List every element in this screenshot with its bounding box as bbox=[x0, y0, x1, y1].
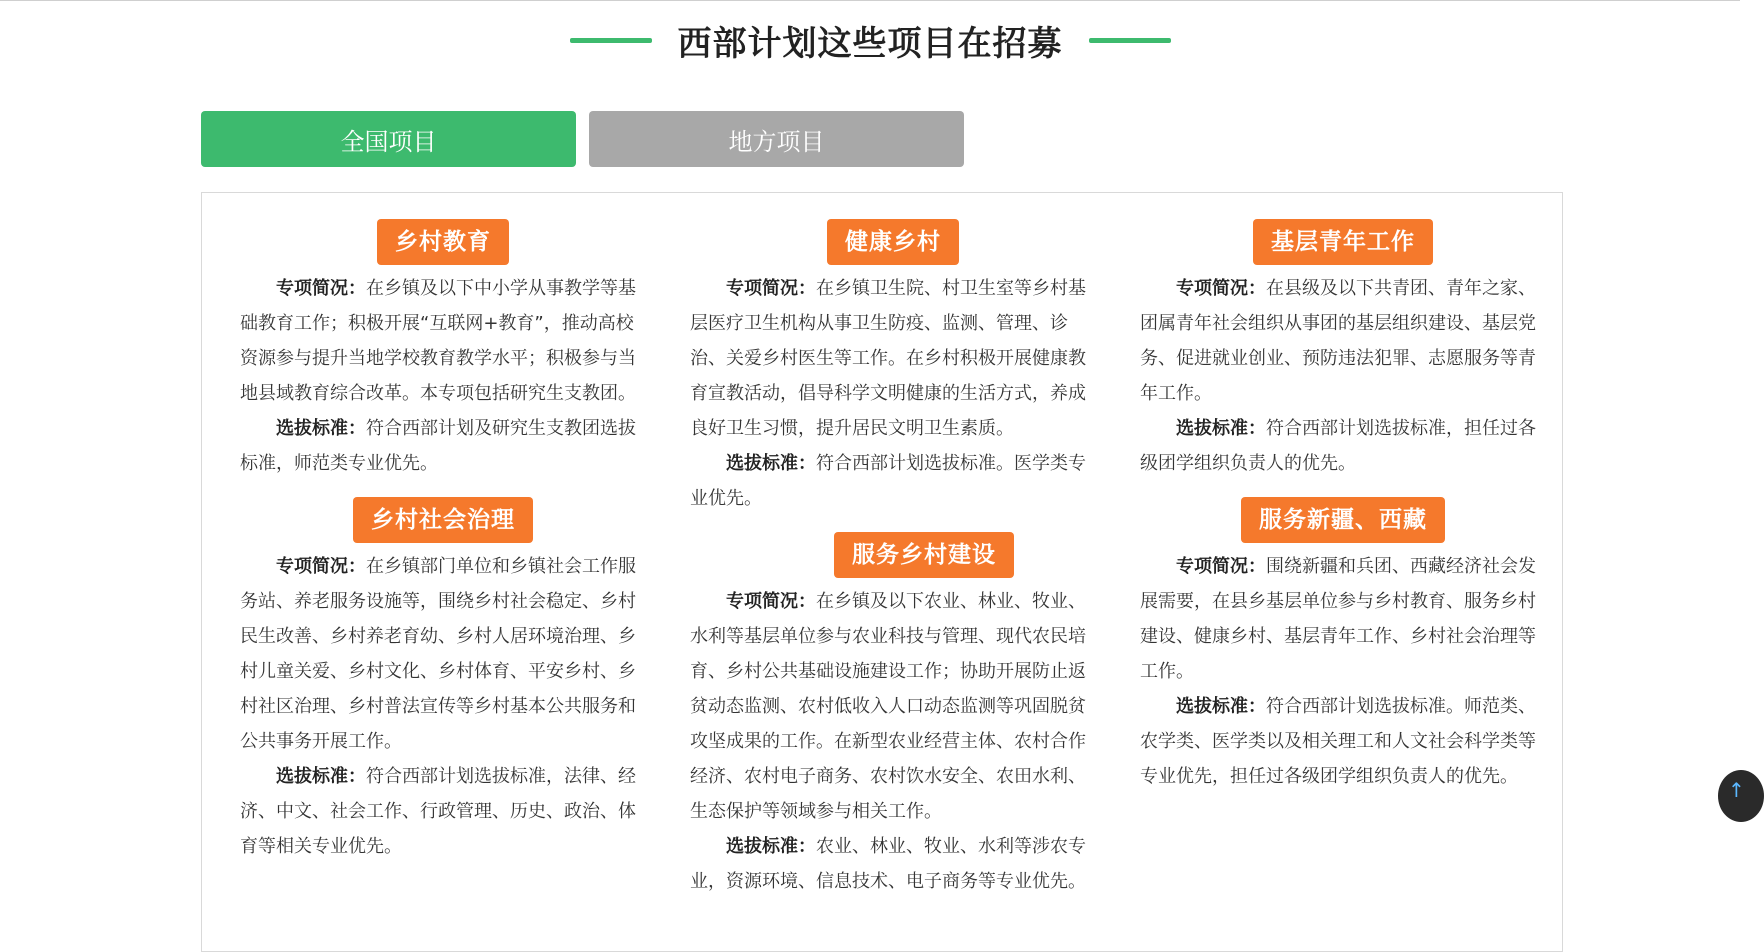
criteria-text: 符合西部计划选拔标准，法律、经济、中文、社会工作、行政管理、历史、政治、体育等相关专业优先。 bbox=[240, 766, 636, 857]
intro-label: 专项简况： bbox=[1176, 556, 1266, 577]
criteria-label: 选拔标准： bbox=[726, 836, 816, 857]
project-criteria bbox=[690, 829, 1096, 899]
tab-local-projects[interactable]: 地方项目 bbox=[589, 111, 964, 167]
intro-text: 在乡镇卫生院、村卫生室等乡村基层医疗卫生机构从事卫生防疫、监测、管理、诊治、关爱乡村医生等工作。在乡村积极开展健康教育宣教活动，倡导科学文明健康的生活方式，养成良好卫生习惯，提升居民文明卫生素质。 bbox=[690, 278, 1086, 439]
section-header bbox=[0, 14, 1740, 66]
criteria-label: 选拔标准： bbox=[1176, 696, 1266, 717]
project-column-2 bbox=[690, 219, 1096, 915]
project-intro bbox=[1140, 549, 1546, 689]
project-intro bbox=[240, 549, 646, 759]
criteria-text: 符合西部计划选拔标准。师范类、农学类、医学类以及相关理工和人文社会科学类等专业优先，担任过各级团学组织负责人的优先。 bbox=[1140, 696, 1536, 787]
intro-label: 专项简况： bbox=[726, 278, 816, 299]
title-decoration-right bbox=[1089, 38, 1171, 43]
criteria-text: 符合西部计划选拔标准，担任过各级团学组织负责人的优先。 bbox=[1140, 418, 1536, 474]
top-divider bbox=[0, 0, 1740, 1]
project-intro bbox=[1140, 271, 1546, 411]
project-criteria bbox=[240, 759, 646, 864]
intro-text: 在乡镇及以下中小学从事教学等基础教育工作；积极开展“互联网+教育”，推动高校资源参与提升当地学校教育教学水平；积极参与当地县域教育综合改革。本专项包括研究生支教团。 bbox=[240, 278, 636, 404]
criteria-label: 选拔标准： bbox=[276, 418, 366, 439]
intro-text: 围绕新疆和兵团、西藏经济社会发展需要，在县乡基层单位参与乡村教育、服务乡村建设、健康乡村、基层青年工作、乡村社会治理等工作。 bbox=[1140, 556, 1536, 682]
project-intro bbox=[690, 271, 1096, 446]
project-card-rural-construction bbox=[690, 532, 1096, 899]
project-title-badge: 基层青年工作 bbox=[1253, 219, 1433, 265]
scroll-top-icon: ↑ bbox=[1728, 778, 1745, 802]
project-column-1 bbox=[240, 219, 646, 880]
project-title-badge: 服务新疆、西藏 bbox=[1241, 497, 1445, 543]
project-card-healthy-village bbox=[690, 219, 1096, 516]
criteria-text: 符合西部计划及研究生支教团选拔标准，师范类专业优先。 bbox=[240, 418, 636, 474]
criteria-label: 选拔标准： bbox=[276, 766, 366, 787]
intro-label: 专项简况： bbox=[726, 591, 816, 612]
project-card-xinjiang-tibet bbox=[1140, 497, 1546, 794]
project-card-rural-governance bbox=[240, 497, 646, 864]
intro-text: 在乡镇部门单位和乡镇社会工作服务站、养老服务设施等，围绕乡村社会稳定、乡村民生改善、乡村养老育幼、乡村人居环境治理、乡村儿童关爱、乡村文化、乡村体育、平安乡村、乡村社区治理、乡村普法宣传等乡村基本公共服务和公共事务开展工作。 bbox=[240, 556, 636, 752]
intro-label: 专项简况： bbox=[1176, 278, 1266, 299]
project-title-badge: 乡村社会治理 bbox=[353, 497, 533, 543]
project-intro bbox=[240, 271, 646, 411]
intro-label: 专项简况： bbox=[276, 556, 366, 577]
criteria-label: 选拔标准： bbox=[726, 453, 816, 474]
project-title-badge: 服务乡村建设 bbox=[834, 532, 1014, 578]
projects-panel bbox=[201, 192, 1563, 952]
project-title-badge: 健康乡村 bbox=[827, 219, 959, 265]
criteria-text: 农业、林业、牧业、水利等涉农专业，资源环境、信息技术、电子商务等专业优先。 bbox=[690, 836, 1086, 892]
intro-label: 专项简况： bbox=[276, 278, 366, 299]
project-intro bbox=[690, 584, 1096, 829]
project-criteria bbox=[1140, 411, 1546, 481]
project-title-badge: 乡村教育 bbox=[377, 219, 509, 265]
project-criteria bbox=[690, 446, 1096, 516]
intro-text: 在县级及以下共青团、青年之家、团属青年社会组织从事团的基层组织建设、基层党务、促进就业创业、预防违法犯罪、志愿服务等青年工作。 bbox=[1140, 278, 1536, 404]
criteria-text: 符合西部计划选拔标准。医学类专业优先。 bbox=[690, 453, 1086, 509]
intro-text: 在乡镇及以下农业、林业、牧业、水利等基层单位参与农业科技与管理、现代农民培育、乡村公共基础设施建设工作；协助开展防止返贫动态监测、农村低收入人口动态监测等巩固脱贫攻坚成果的工作。在新型农业经营主体、农村合作经济、农村电子商务、农村饮水安全、农田水利、生态保护等领域参与相关工作。 bbox=[690, 591, 1086, 822]
project-card-youth-work bbox=[1140, 219, 1546, 481]
title-decoration-left bbox=[570, 38, 652, 43]
tab-national-projects[interactable]: 全国项目 bbox=[201, 111, 576, 167]
criteria-label: 选拔标准： bbox=[1176, 418, 1266, 439]
project-criteria bbox=[1140, 689, 1546, 794]
project-card-rural-education bbox=[240, 219, 646, 481]
project-criteria bbox=[240, 411, 646, 481]
page-title: 西部计划这些项目在招募 bbox=[677, 23, 1063, 64]
project-column-3 bbox=[1140, 219, 1546, 810]
scroll-top-button[interactable] bbox=[1718, 770, 1764, 822]
